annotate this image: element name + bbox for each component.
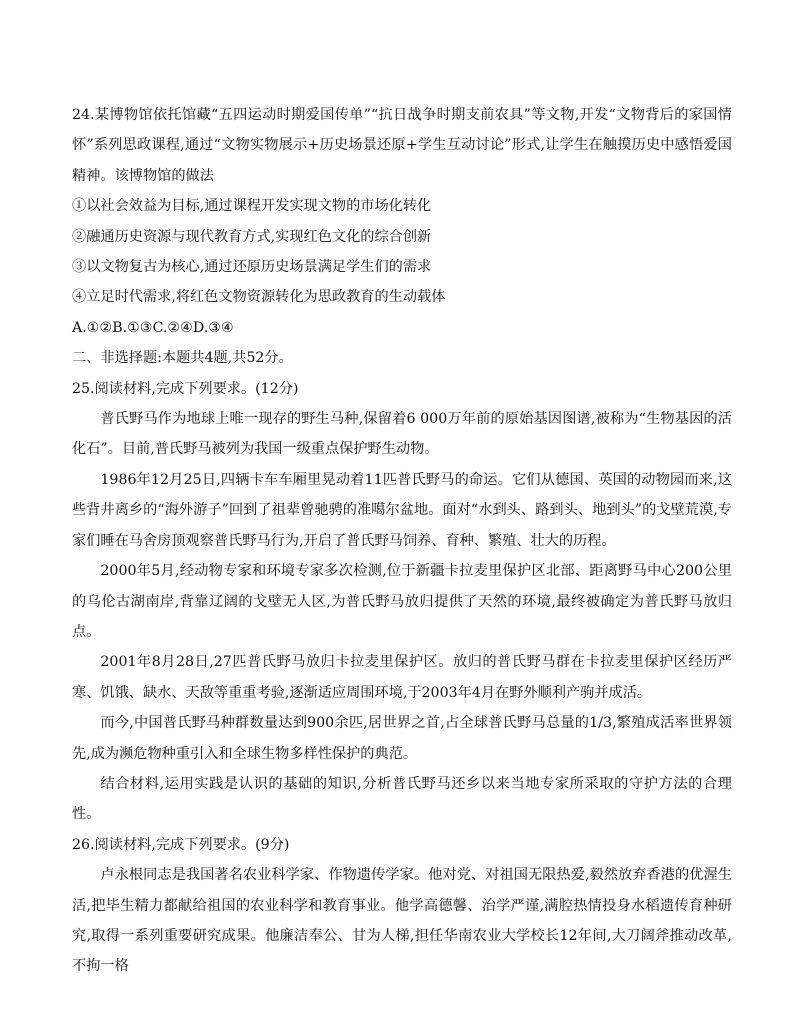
q24-option-1: ①以社会效益为目标,通过课程开发实现文物的市场化转化	[72, 198, 432, 215]
q25-paragraph-1: 普氏野马作为地球上唯一现存的野生马种,保留着6 000万年前的原始基因图谱,被称为“生物基因的活化石”。目前,普氏野马被列为我国一级重点保护野生动物。	[72, 411, 732, 458]
exam-page	[72, 100, 732, 982]
q25-question: 结合材料,运用实践是认识的基础的知识,分析普氏野马还乡以来当地专家所采取的守护方法的合理性。	[72, 775, 732, 823]
q25-paragraph-3: 2000年5月,经动物专家和环境专家多次检测,位于新疆卡拉麦里保护区北部、距离野马中心200公里的乌伦古湖南岸,背靠辽阔的戈壁无人区,为普氏野马放归提供了天然的环境,最终被确定为普氏野马放归点。	[72, 563, 732, 640]
q24-option-2: ②融通历史资源与现代教育方式,实现红色文化的综合创新	[72, 228, 432, 245]
q24-option-3: ③以文物复古为核心,通过还原历史场景满足学生们的需求	[72, 259, 432, 276]
q24-option-4: ④立足时代需求,将红色文物资源转化为思政教育的生动载体	[72, 289, 446, 306]
q25-title: 25.阅读材料,完成下列要求。(12分)	[72, 380, 299, 397]
q24-stem: 24.某博物馆依托馆藏“五四运动时期爱国传单”“抗日战争时期支前农具”等文物,开发“文物背后的家国情怀”系列思政课程,通过“文物实物展示+历史场景还原+学生互动讨论”形式,让学生在触摸历史中感悟爱国精神。该博物馆的做法	[72, 107, 732, 184]
q25-paragraph-4: 2001年8月28日,27匹普氏野马放归卡拉麦里保护区。放归的普氏野马群在卡拉麦里保护区经历严寒、饥饿、缺水、天敌等重重考验,逐渐适应周围环境,于2003年4月在野外顺利产驹并成活。	[72, 654, 732, 701]
q25-paragraph-2: 1986年12月25日,四辆卡车车厢里晃动着11匹普氏野马的命运。它们从德国、英国的动物园而来,这些背井离乡的“海外游子”回到了祖辈曾驰骋的准噶尔盆地。面对“水到头、路到头、地到头”的戈壁荒漠,专家们睡在马舍房顶观察普氏野马行为,开启了普氏野马饲养、育种、繁殖、壮大的历程。	[72, 471, 732, 549]
q25-paragraph-5: 而今,中国普氏野马种群数量达到900余匹,居世界之首,占全球普氏野马总量的1/3,繁殖成活率世界领先,成为濒危物种重引入和全球生物多样性保护的典范。	[72, 715, 732, 762]
q24-answer-choices: A.①②B.①③C.②④D.③④	[72, 319, 234, 336]
q26-paragraph-1: 卢永根同志是我国著名农业科学家、作物遗传学家。他对党、对祖国无限热爱,毅然放弃香港的优渥生活,把毕生精力都献给祖国的农业科学和教育事业。他学高德馨、治学严谨,满腔热情投身水稻遗传育种研究,取得一系列重要研究成果。他廉洁奉公、甘为人梯,担任华南农业大学校长12年间,大刀阔斧推动改革,不拘一格	[72, 867, 732, 975]
q26-title: 26.阅读材料,完成下列要求。(9分)	[72, 836, 290, 853]
section-2-heading: 二、非选择题:本题共4题,共52分。	[72, 350, 293, 367]
